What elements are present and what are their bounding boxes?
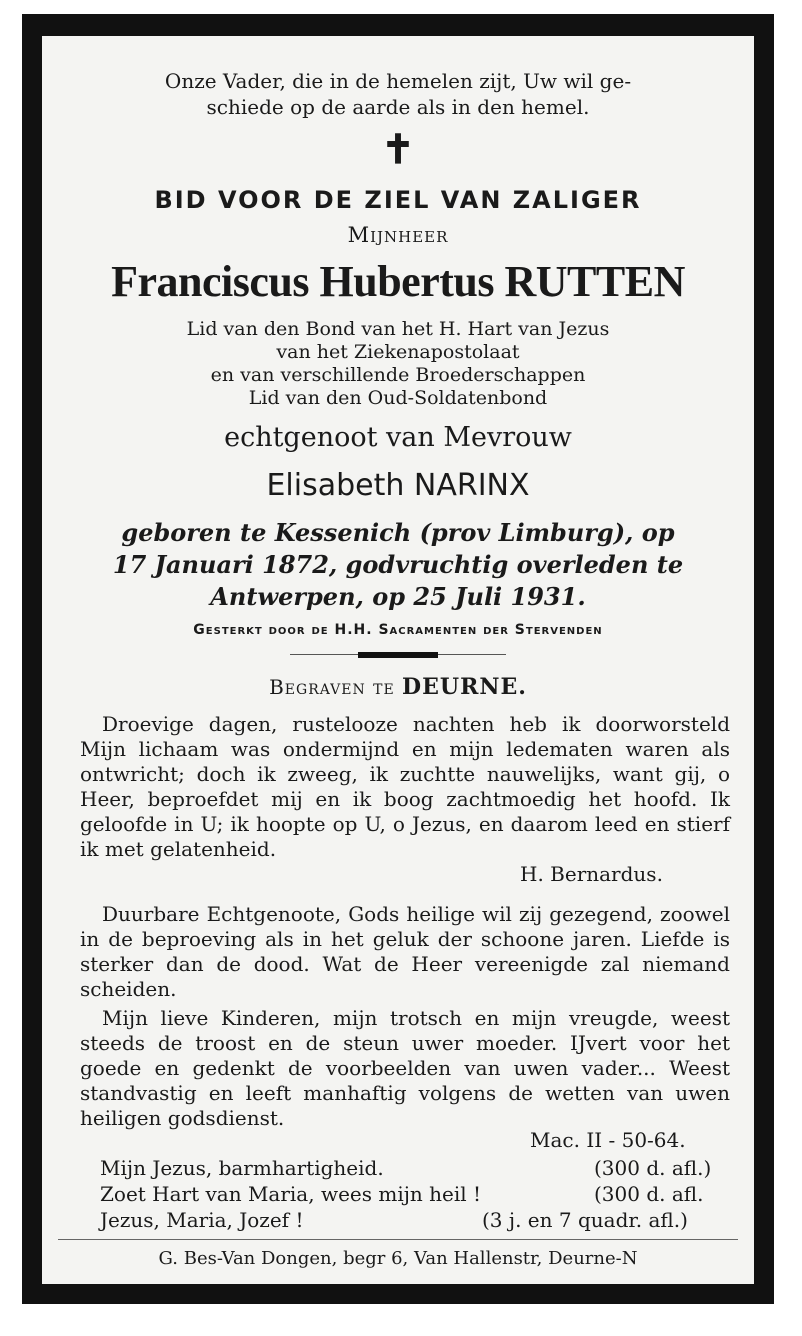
indulgence-value: (300 d. afl. [594,1182,704,1206]
prayer-line-1: Onze Vader, die in de hemelen zijt, Uw wil ge- [164,69,632,93]
spouse-name: Elisabeth NARINX [266,468,530,503]
birth-death-line: 17 Januari 1872, godvruchtig overleden te [112,550,684,579]
paragraph-3-text: Mijn lieve Kinderen, mijn trotsch en mijn vreugde, weest steeds de troost en de steun uwer moeder. IJvert voor het goede en gedenkt de voorbeelden van uwen vader... Weest standvastig en leeft manhaftig volgens de wetten van uwen heiligen godsdienst. [80,1006,730,1130]
membership-line: Lid van den Bond van het H. Hart van Jezus [186,318,610,340]
indulgence-prayer: Jezus, Maria, Jozef ! [100,1208,304,1232]
footer-rule [58,1239,738,1240]
paragraph-1-text: Droevige dagen, rustelooze nachten heb ik doorworsteld Mijn lichaam was ondermijnd en mijn ledematen waren als ontwricht; doch ik zweeg, ik zuchtte nauwelijks, want gij, o Heer, beproefdet mij en ik boog zachtmoedig het hoofd. Ik geloofde in U; ik hoopte op U, o Jezus, en daarom leed en stierf ik met gelatenheid. [80,712,730,861]
membership-line: Lid van den Oud-Soldatenbond [248,387,548,409]
membership-line: van het Ziekenapostolaat [276,341,520,363]
burial-line [42,674,754,700]
spouse-intro: echtgenoot van Mevrouw [224,422,572,453]
paragraph-2 [80,902,730,1002]
divider [290,652,506,658]
indulgence-prayer: Zoet Hart van Maria, wees mijn heil ! [100,1182,482,1206]
prayer-line-2: schiede op de aarde als in den hemel. [206,95,590,119]
paragraph-2-text: Duurbare Echtgenoote, Gods heilige wil zij gezegend, zoowel in de beproeving als in het geluk der schoone jaren. Liefde is sterker dan de dood. Wat de Heer vereenigde zal niemand scheiden. [80,902,730,1001]
paragraph-1-source: H. Bernardus. [520,862,663,886]
birth-death-line: geboren te Kessenich (prov Limburg), op [121,518,675,547]
indulgence-value: (3 j. en 7 quadr. afl.) [482,1208,688,1232]
heading: BID VOOR DE ZIEL VAN ZALIGER [154,186,642,214]
paragraph-1 [80,712,730,862]
honorific: Mijnheer [347,223,449,247]
paragraph-3 [80,1006,730,1131]
sacraments-line: Gesterkt door de H.H. Sacramenten der Stervenden [193,622,603,638]
indulgence-prayer: Mijn Jezus, barmhartigheid. [100,1156,384,1180]
memorial-card [42,36,754,1284]
paragraph-3-source: Mac. II - 50-64. [530,1128,686,1152]
opening-prayer [42,68,754,120]
membership-line: en van verschillende Broederschappen [210,364,586,386]
cross-icon: ✝ [381,126,415,173]
birth-death-line: Antwerpen, op 25 Juli 1931. [210,582,586,611]
burial-place: DEURNE. [402,674,527,700]
burial-label: Begraven te [269,675,395,699]
printer-line: G. Bes-Van Dongen, begr 6, Van Hallenstr, Deurne-N [158,1248,638,1269]
deceased-name: Franciscus Hubertus RUTTEN [111,257,685,306]
indulgence-value: (300 d. afl.) [594,1156,712,1180]
